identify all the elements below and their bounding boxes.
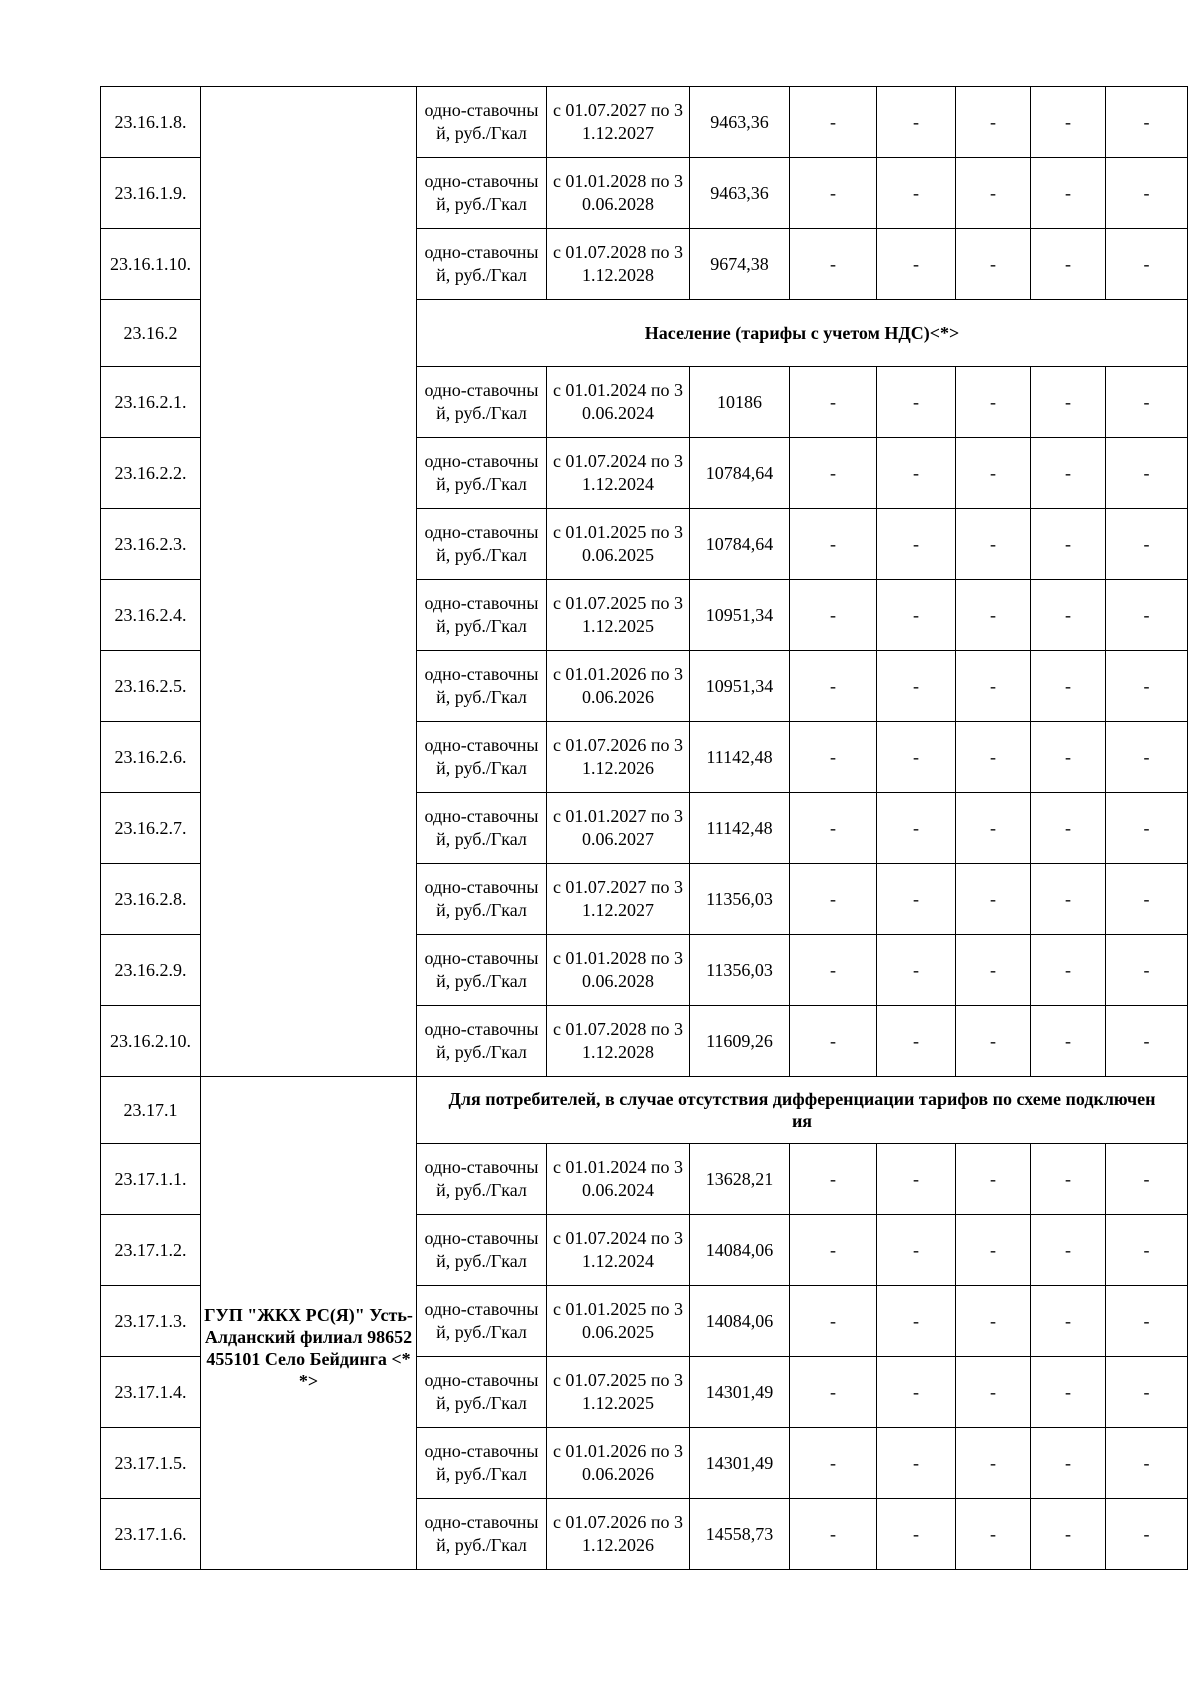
row-code: 23.16.1.8. <box>101 87 201 158</box>
rate-type: одно-ставочный, руб./Гкал <box>417 1499 547 1570</box>
tariff-value: 11142,48 <box>690 793 790 864</box>
empty-tariff-cell: - <box>790 1428 877 1499</box>
empty-tariff-cell: - <box>1031 935 1106 1006</box>
rate-type: одно-ставочный, руб./Гкал <box>417 509 547 580</box>
tariff-value: 9674,38 <box>690 229 790 300</box>
empty-tariff-cell: - <box>956 1006 1031 1077</box>
empty-tariff-cell: - <box>790 1499 877 1570</box>
empty-tariff-cell: - <box>1106 509 1188 580</box>
empty-tariff-cell: - <box>1106 1286 1188 1357</box>
tariff-period: с 01.01.2028 по 30.06.2028 <box>547 935 690 1006</box>
organization-cell-continued <box>201 87 417 1077</box>
empty-tariff-cell: - <box>1106 864 1188 935</box>
tariff-period: с 01.01.2024 по 30.06.2024 <box>547 367 690 438</box>
empty-tariff-cell: - <box>790 864 877 935</box>
tariff-value: 10186 <box>690 367 790 438</box>
tariff-table-body <box>101 87 1188 1570</box>
empty-tariff-cell: - <box>1031 651 1106 722</box>
rate-type: одно-ставочный, руб./Гкал <box>417 651 547 722</box>
tariff-value: 10784,64 <box>690 438 790 509</box>
rate-type: одно-ставочный, руб./Гкал <box>417 793 547 864</box>
rate-type: одно-ставочный, руб./Гкал <box>417 1357 547 1428</box>
empty-tariff-cell: - <box>877 1286 956 1357</box>
empty-tariff-cell: - <box>1106 1428 1188 1499</box>
tariff-table <box>100 86 1188 1570</box>
row-code: 23.17.1 <box>101 1077 201 1144</box>
empty-tariff-cell: - <box>956 1144 1031 1215</box>
empty-tariff-cell: - <box>877 935 956 1006</box>
empty-tariff-cell: - <box>956 1428 1031 1499</box>
tariff-period: с 01.07.2027 по 31.12.2027 <box>547 864 690 935</box>
tariff-value: 10784,64 <box>690 509 790 580</box>
row-code: 23.16.1.9. <box>101 158 201 229</box>
empty-tariff-cell: - <box>790 1286 877 1357</box>
rate-type: одно-ставочный, руб./Гкал <box>417 864 547 935</box>
tariff-value: 13628,21 <box>690 1144 790 1215</box>
row-code: 23.16.1.10. <box>101 229 201 300</box>
empty-tariff-cell: - <box>877 1357 956 1428</box>
empty-tariff-cell: - <box>790 580 877 651</box>
empty-tariff-cell: - <box>877 651 956 722</box>
empty-tariff-cell: - <box>1031 438 1106 509</box>
tariff-period: с 01.01.2026 по 30.06.2026 <box>547 1428 690 1499</box>
empty-tariff-cell: - <box>1106 87 1188 158</box>
rate-type: одно-ставочный, руб./Гкал <box>417 1144 547 1215</box>
section-row <box>101 1077 1188 1144</box>
empty-tariff-cell: - <box>956 793 1031 864</box>
empty-tariff-cell: - <box>877 158 956 229</box>
empty-tariff-cell: - <box>956 229 1031 300</box>
tariff-value: 11609,26 <box>690 1006 790 1077</box>
empty-tariff-cell: - <box>1106 793 1188 864</box>
empty-tariff-cell: - <box>790 793 877 864</box>
empty-tariff-cell: - <box>1106 158 1188 229</box>
empty-tariff-cell: - <box>1031 580 1106 651</box>
empty-tariff-cell: - <box>877 367 956 438</box>
empty-tariff-cell: - <box>956 1215 1031 1286</box>
tariff-value: 11356,03 <box>690 864 790 935</box>
rate-type: одно-ставочный, руб./Гкал <box>417 935 547 1006</box>
empty-tariff-cell: - <box>877 1499 956 1570</box>
empty-tariff-cell: - <box>790 158 877 229</box>
empty-tariff-cell: - <box>1031 1006 1106 1077</box>
empty-tariff-cell: - <box>1031 229 1106 300</box>
empty-tariff-cell: - <box>1031 509 1106 580</box>
empty-tariff-cell: - <box>956 1286 1031 1357</box>
rate-type: одно-ставочный, руб./Гкал <box>417 580 547 651</box>
rate-type: одно-ставочный, руб./Гкал <box>417 1286 547 1357</box>
empty-tariff-cell: - <box>1031 87 1106 158</box>
empty-tariff-cell: - <box>790 87 877 158</box>
empty-tariff-cell: - <box>877 1215 956 1286</box>
empty-tariff-cell: - <box>790 509 877 580</box>
row-code: 23.16.2.7. <box>101 793 201 864</box>
empty-tariff-cell: - <box>1106 229 1188 300</box>
tariff-value: 9463,36 <box>690 158 790 229</box>
empty-tariff-cell: - <box>790 1357 877 1428</box>
empty-tariff-cell: - <box>877 1428 956 1499</box>
empty-tariff-cell: - <box>1106 438 1188 509</box>
empty-tariff-cell: - <box>1106 1215 1188 1286</box>
row-code: 23.16.2 <box>101 300 201 367</box>
tariff-period: с 01.01.2027 по 30.06.2027 <box>547 793 690 864</box>
empty-tariff-cell: - <box>1106 935 1188 1006</box>
empty-tariff-cell: - <box>1031 1286 1106 1357</box>
empty-tariff-cell: - <box>877 793 956 864</box>
row-code: 23.16.2.2. <box>101 438 201 509</box>
empty-tariff-cell: - <box>877 229 956 300</box>
row-code: 23.17.1.3. <box>101 1286 201 1357</box>
empty-tariff-cell: - <box>1106 722 1188 793</box>
rate-type: одно-ставочный, руб./Гкал <box>417 722 547 793</box>
empty-tariff-cell: - <box>956 87 1031 158</box>
row-code: 23.16.2.3. <box>101 509 201 580</box>
empty-tariff-cell: - <box>956 367 1031 438</box>
empty-tariff-cell: - <box>956 580 1031 651</box>
row-code: 23.17.1.1. <box>101 1144 201 1215</box>
tariff-value: 14558,73 <box>690 1499 790 1570</box>
row-code: 23.17.1.2. <box>101 1215 201 1286</box>
empty-tariff-cell: - <box>877 722 956 793</box>
organization-cell <box>201 1077 417 1570</box>
section-title: Население (тарифы с учетом НДС)<*> <box>417 300 1188 367</box>
tariff-value: 9463,36 <box>690 87 790 158</box>
row-code: 23.16.2.6. <box>101 722 201 793</box>
rate-type: одно-ставочный, руб./Гкал <box>417 229 547 300</box>
empty-tariff-cell: - <box>956 722 1031 793</box>
empty-tariff-cell: - <box>790 1006 877 1077</box>
empty-tariff-cell: - <box>1031 1357 1106 1428</box>
tariff-period: с 01.07.2024 по 31.12.2024 <box>547 438 690 509</box>
table-row <box>101 87 1188 158</box>
row-code: 23.16.2.10. <box>101 1006 201 1077</box>
row-code: 23.16.2.9. <box>101 935 201 1006</box>
tariff-value: 11142,48 <box>690 722 790 793</box>
tariff-period: с 01.07.2024 по 31.12.2024 <box>547 1215 690 1286</box>
empty-tariff-cell: - <box>877 438 956 509</box>
tariff-period: с 01.07.2025 по 31.12.2025 <box>547 580 690 651</box>
rate-type: одно-ставочный, руб./Гкал <box>417 1215 547 1286</box>
row-code: 23.16.2.5. <box>101 651 201 722</box>
empty-tariff-cell: - <box>790 229 877 300</box>
empty-tariff-cell: - <box>790 722 877 793</box>
empty-tariff-cell: - <box>1106 367 1188 438</box>
rate-type: одно-ставочный, руб./Гкал <box>417 87 547 158</box>
tariff-period: с 01.01.2028 по 30.06.2028 <box>547 158 690 229</box>
tariff-period: с 01.01.2026 по 30.06.2026 <box>547 651 690 722</box>
row-code: 23.17.1.5. <box>101 1428 201 1499</box>
tariff-period: с 01.07.2025 по 31.12.2025 <box>547 1357 690 1428</box>
empty-tariff-cell: - <box>1031 158 1106 229</box>
empty-tariff-cell: - <box>1106 1144 1188 1215</box>
rate-type: одно-ставочный, руб./Гкал <box>417 158 547 229</box>
tariff-value: 11356,03 <box>690 935 790 1006</box>
tariff-period: с 01.07.2028 по 31.12.2028 <box>547 229 690 300</box>
empty-tariff-cell: - <box>956 1499 1031 1570</box>
empty-tariff-cell: - <box>1031 1499 1106 1570</box>
rate-type: одно-ставочный, руб./Гкал <box>417 367 547 438</box>
empty-tariff-cell: - <box>877 1006 956 1077</box>
row-code: 23.16.2.1. <box>101 367 201 438</box>
tariff-period: с 01.01.2025 по 30.06.2025 <box>547 509 690 580</box>
tariff-period: с 01.07.2027 по 31.12.2027 <box>547 87 690 158</box>
tariff-period: с 01.07.2026 по 31.12.2026 <box>547 722 690 793</box>
tariff-period: с 01.07.2026 по 31.12.2026 <box>547 1499 690 1570</box>
rate-type: одно-ставочный, руб./Гкал <box>417 1428 547 1499</box>
empty-tariff-cell: - <box>956 509 1031 580</box>
empty-tariff-cell: - <box>1106 580 1188 651</box>
empty-tariff-cell: - <box>1031 1215 1106 1286</box>
empty-tariff-cell: - <box>790 1144 877 1215</box>
tariff-period: с 01.01.2025 по 30.06.2025 <box>547 1286 690 1357</box>
row-code: 23.16.2.8. <box>101 864 201 935</box>
empty-tariff-cell: - <box>956 864 1031 935</box>
empty-tariff-cell: - <box>1031 722 1106 793</box>
tariff-value: 14084,06 <box>690 1215 790 1286</box>
empty-tariff-cell: - <box>790 1215 877 1286</box>
rate-type: одно-ставочный, руб./Гкал <box>417 438 547 509</box>
rate-type: одно-ставочный, руб./Гкал <box>417 1006 547 1077</box>
organization-name: ГУП "ЖКХ РС(Я)" Усть-Алданский филиал 98652455101 Село Бейдинга <**> <box>204 1305 413 1391</box>
row-code: 23.17.1.4. <box>101 1357 201 1428</box>
empty-tariff-cell: - <box>1031 793 1106 864</box>
tariff-value: 14301,49 <box>690 1357 790 1428</box>
tariff-document <box>100 86 1187 1570</box>
empty-tariff-cell: - <box>877 580 956 651</box>
section-title: Для потребителей, в случае отсутствия дифференциации тарифов по схеме подключения <box>417 1077 1188 1144</box>
empty-tariff-cell: - <box>956 1357 1031 1428</box>
empty-tariff-cell: - <box>877 87 956 158</box>
empty-tariff-cell: - <box>877 864 956 935</box>
empty-tariff-cell: - <box>956 158 1031 229</box>
tariff-value: 10951,34 <box>690 580 790 651</box>
empty-tariff-cell: - <box>790 438 877 509</box>
tariff-period: с 01.01.2024 по 30.06.2024 <box>547 1144 690 1215</box>
row-code: 23.17.1.6. <box>101 1499 201 1570</box>
empty-tariff-cell: - <box>1106 1006 1188 1077</box>
empty-tariff-cell: - <box>956 651 1031 722</box>
empty-tariff-cell: - <box>956 935 1031 1006</box>
empty-tariff-cell: - <box>790 935 877 1006</box>
empty-tariff-cell: - <box>1106 1499 1188 1570</box>
empty-tariff-cell: - <box>1106 1357 1188 1428</box>
empty-tariff-cell: - <box>790 367 877 438</box>
empty-tariff-cell: - <box>1031 1428 1106 1499</box>
empty-tariff-cell: - <box>1031 864 1106 935</box>
empty-tariff-cell: - <box>877 1144 956 1215</box>
tariff-value: 14301,49 <box>690 1428 790 1499</box>
empty-tariff-cell: - <box>1031 1144 1106 1215</box>
tariff-period: с 01.07.2028 по 31.12.2028 <box>547 1006 690 1077</box>
row-code: 23.16.2.4. <box>101 580 201 651</box>
empty-tariff-cell: - <box>877 509 956 580</box>
tariff-value: 14084,06 <box>690 1286 790 1357</box>
tariff-value: 10951,34 <box>690 651 790 722</box>
empty-tariff-cell: - <box>790 651 877 722</box>
empty-tariff-cell: - <box>1031 367 1106 438</box>
empty-tariff-cell: - <box>1106 651 1188 722</box>
empty-tariff-cell: - <box>956 438 1031 509</box>
